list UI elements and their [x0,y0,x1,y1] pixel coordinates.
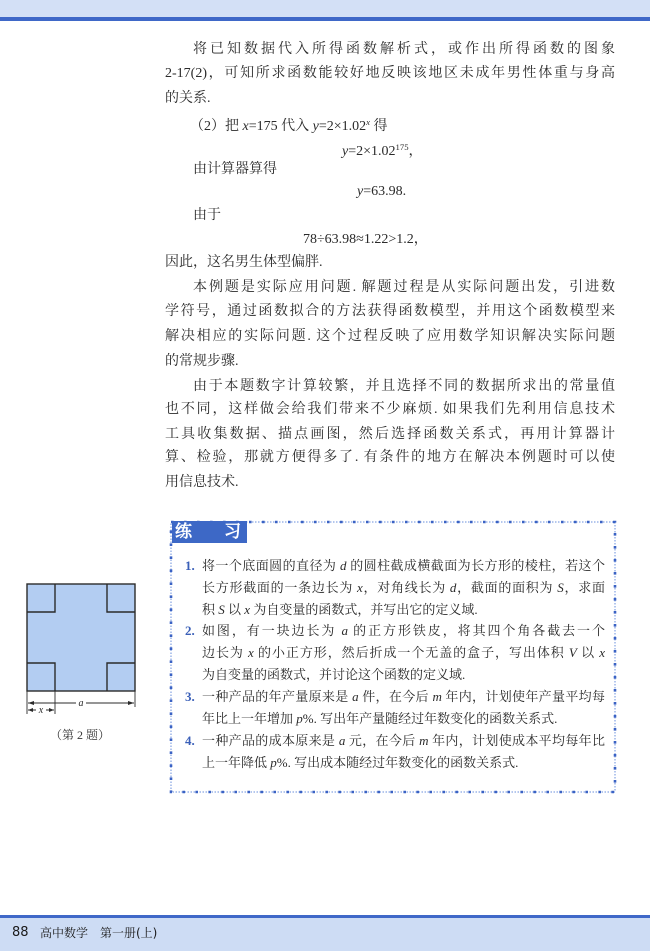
text-run: =2×1.02 [348,143,396,159]
text-run: =63.98. [363,184,407,199]
exercise-number: 2. [185,623,195,638]
text-run: a [352,689,359,704]
exercise-title-char: 习 [224,522,241,542]
text-run: %. 写出成本随经过年数变化的函数关系式. [276,755,519,770]
text-run: 件，在今后 [358,689,433,704]
text-run: y [312,118,319,134]
dimension-label-a: a [78,698,84,709]
text-run: m [432,689,442,704]
paragraph-line: 工具收集数据、描点画图，然后选择函数关系式，再用计算器计 [165,427,615,442]
text-run: 为自变量的函数式，并讨论这个函数的定义域. [202,667,466,682]
text-run: S [557,580,564,595]
text-run: 的小正方形，然后折成一个无盖的盒子，写出体积 [253,645,569,660]
text-run: x [599,645,605,660]
exercise-number: 1. [185,558,195,573]
text-run: 以 [224,602,245,617]
text-run: 年内，计划使成本平均每年比 [428,733,605,748]
paragraph-line: 本例题是实际应用问题. 解题过程是从实际问题出发，引进数 [193,280,615,295]
text-run: p [270,755,277,770]
text-run: ，截面的面积为 [456,580,558,595]
text-run: 元，在今后 [345,733,420,748]
paragraph-line: 的常规步骤. [165,354,239,369]
paragraph-line: 2-17(2)，可知所求函数能较好地反映该地区未成年男性体重与身高 [165,66,615,81]
text-run: p [296,711,303,726]
text-run: x [366,117,370,127]
text-run: 长方形截面的一条边长为 [202,580,358,595]
text-run: d [449,580,457,595]
square-sheet-figure [20,575,145,720]
exercise-title-char: 练 [175,522,192,542]
text-run: x [244,602,251,617]
paragraph-line: 由计算器算得 [193,162,277,177]
text-run: 年内，计划使年产量平均每 [441,689,605,704]
formula-display [357,182,406,202]
text-run: S [218,602,225,617]
text-run: x [242,118,249,134]
exercise-title [172,521,247,543]
text-run: V [568,645,577,660]
text-run: y [342,143,349,159]
text-run: ，对角线长为 [362,580,450,595]
text-run: ，求面 [563,580,605,595]
text-run: m [419,733,429,748]
text-run: a [338,733,346,748]
paragraph-line: 的关系. [165,91,211,106]
text-run: 的圆柱截成横截面为长方形的棱柱，若这个 [346,558,605,573]
text-run: y [357,184,364,199]
text-run: 将一个底面圆的直径为 [202,558,341,573]
text-run: 175 [395,142,409,152]
header-rule [0,17,650,21]
text-run: 积 [202,602,219,617]
text-run: =2×1.02 [318,118,367,134]
text-run: =175 代入 [248,118,313,134]
text-run: a [341,623,348,638]
text-run: 上一年降低 [202,755,271,770]
formula-display: 78÷63.98≈1.22>1.2， [303,232,428,247]
text-run: 一种产品的成本原来是 [202,733,339,748]
paragraph-line: 算、检验，那就方便得多了. 有条件的地方在解决本例题时可以使 [165,450,615,465]
exercise-number: 4. [185,733,195,748]
paragraph-line: 将已知数据代入所得函数解析式，或作出所得函数的图象 [193,42,615,57]
text-run: ， [408,143,423,159]
book-title: 高中数学 第一册(上) [40,926,158,940]
text-run: 年比上一年增加 [202,711,297,726]
text-run: d [340,558,347,573]
paragraph-line: 由于本题数字计算较繁，并且选择不同的数据所求出的常量值 [193,379,615,394]
formula-display [342,137,423,157]
paragraph-line: 也不同，这样做会给我们带来不少麻烦. 如果我们先利用信息技术 [165,402,615,417]
text-run: 为自变量的函数式，并写出它的定义域. [250,602,478,617]
figure-caption: （第 2 题） [49,728,110,742]
paragraph-line: 因此，这名男生体型偏胖. [165,255,323,270]
formula-line [190,112,388,132]
text-run: 得 [370,118,388,134]
text-run: 的正方形铁皮，将其四个角各截去一个 [348,623,605,638]
header-band [0,0,650,17]
page-number: 88 [12,925,29,940]
exercise-number: 3. [185,689,195,704]
text-run: 边长为 [202,645,249,660]
dimension-label-x: x [38,705,44,716]
text-run: x [357,580,363,595]
text-run: %. 写出年产量随经过年数变化的函数关系式. [302,711,558,726]
text-run: 一种产品的年产量原来是 [202,689,353,704]
text-run: 如图，有一块边长为 [202,623,342,638]
paragraph-line: 由于 [193,208,221,223]
paragraph-line: 用信息技术. [165,475,239,490]
text-run: 以 [576,645,600,660]
paragraph-line: 学符号，通过函数拟合的方法获得函数模型，并用这个函数模型来 [165,304,615,319]
paragraph-line: 解决相应的实际问题. 这个过程反映了应用数学知识解决实际问题 [165,329,615,344]
dotted-border [169,520,618,795]
text-run: x [248,645,254,660]
text-run: （2）把 [190,118,243,134]
